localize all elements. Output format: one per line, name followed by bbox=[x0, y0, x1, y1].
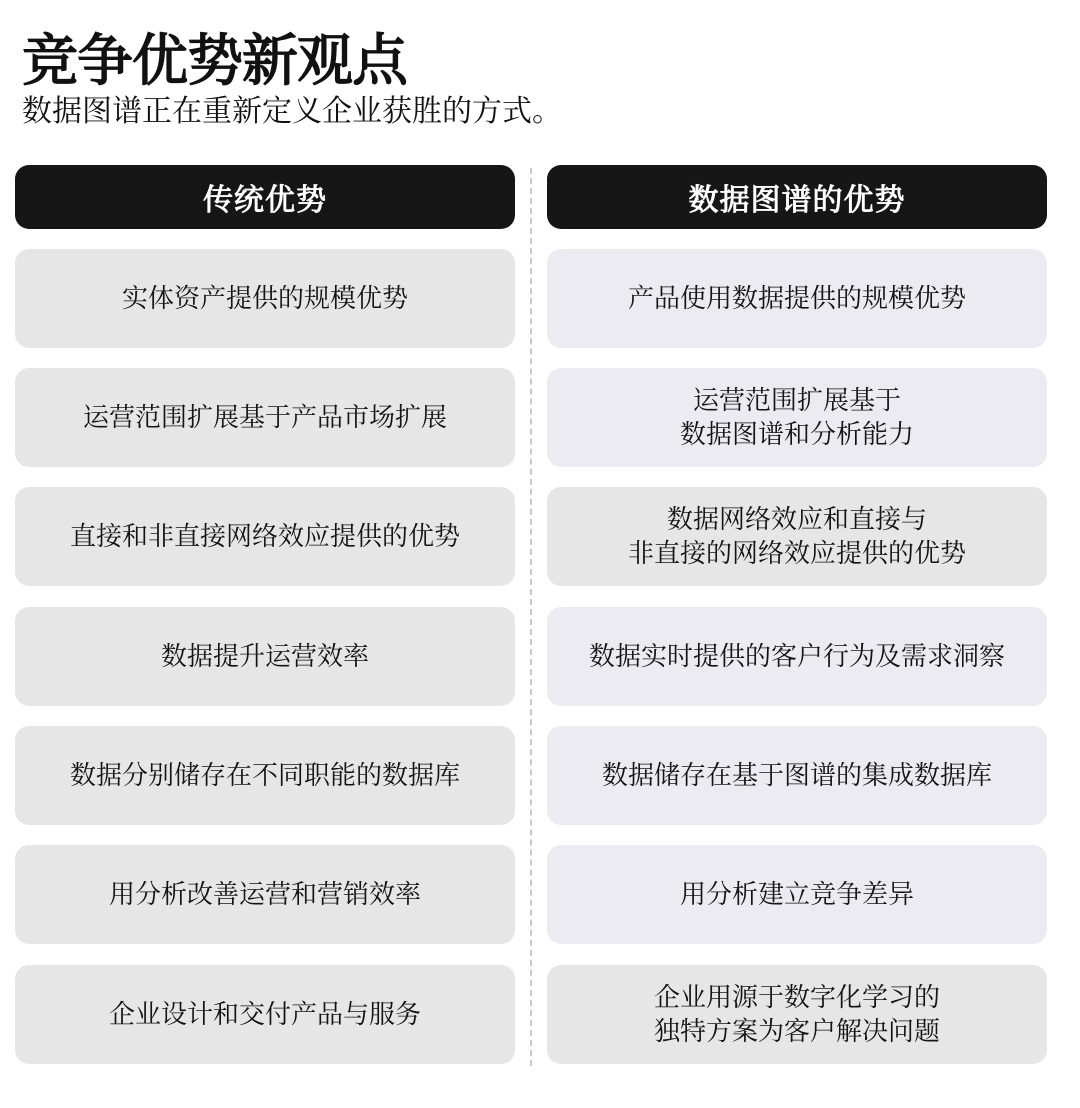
page-title: 竞争优势新观点 bbox=[22, 29, 407, 94]
column-header-data-graph: 数据图谱的优势 bbox=[547, 165, 1047, 229]
data-graph-item: 数据储存在基于图谱的集成数据库 bbox=[547, 726, 1047, 825]
traditional-item: 实体资产提供的规模优势 bbox=[15, 249, 515, 348]
data-graph-item: 企业用源于数字化学习的 独特方案为客户解决问题 bbox=[547, 965, 1047, 1064]
data-graph-item: 数据网络效应和直接与 非直接的网络效应提供的优势 bbox=[547, 487, 1047, 586]
traditional-item: 直接和非直接网络效应提供的优势 bbox=[15, 487, 515, 586]
column-divider bbox=[530, 168, 532, 1066]
traditional-item: 数据提升运营效率 bbox=[15, 607, 515, 706]
traditional-item: 运营范围扩展基于产品市场扩展 bbox=[15, 368, 515, 467]
data-graph-advantages-column bbox=[547, 165, 1047, 1047]
data-graph-item: 产品使用数据提供的规模优势 bbox=[547, 249, 1047, 348]
traditional-advantages-column bbox=[15, 165, 515, 1030]
page-subtitle: 数据图谱正在重新定义企业获胜的方式。 bbox=[22, 94, 562, 129]
data-graph-item: 用分析建立竞争差异 bbox=[547, 845, 1047, 944]
traditional-item: 用分析改善运营和营销效率 bbox=[15, 845, 515, 944]
data-graph-item: 数据实时提供的客户行为及需求洞察 bbox=[547, 607, 1047, 706]
traditional-item: 数据分别储存在不同职能的数据库 bbox=[15, 726, 515, 825]
data-graph-item: 运营范围扩展基于 数据图谱和分析能力 bbox=[547, 368, 1047, 467]
traditional-item: 企业设计和交付产品与服务 bbox=[15, 965, 515, 1064]
column-header-traditional: 传统优势 bbox=[15, 165, 515, 229]
